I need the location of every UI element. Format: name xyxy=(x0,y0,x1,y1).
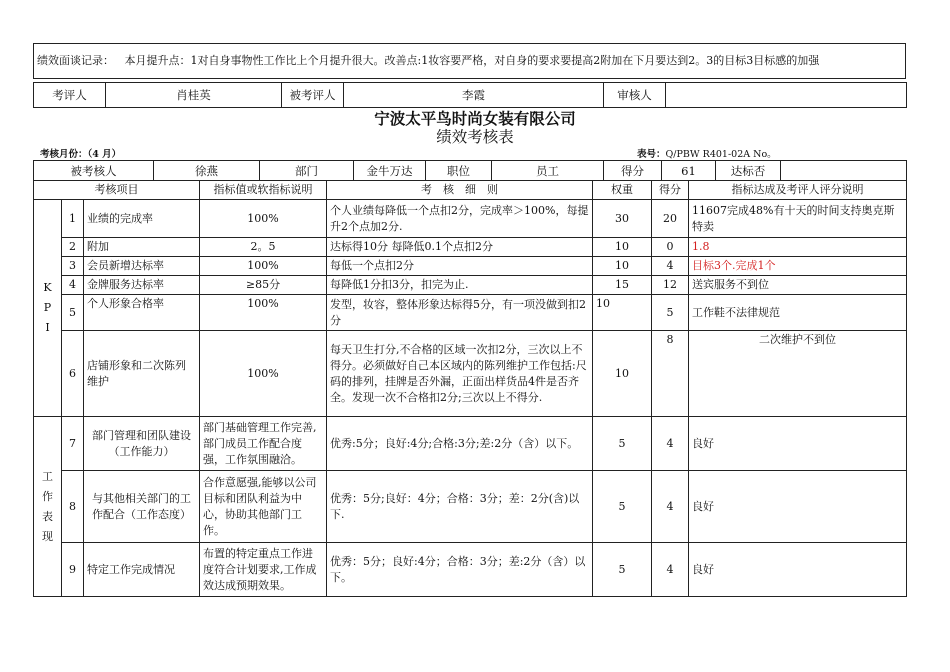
row-score: 12 xyxy=(652,276,689,295)
assessment-table xyxy=(33,180,907,597)
row-no: 6 xyxy=(62,331,84,417)
header-result: 指标达成及考评人评分说明 xyxy=(689,181,907,200)
row-result: 良好 xyxy=(689,543,907,597)
row-score: 4 xyxy=(652,543,689,597)
assessment-month: 考核月份：（4 月） xyxy=(40,149,122,160)
person-label: 被考核人 xyxy=(34,161,154,181)
group-work: 工作表现 xyxy=(34,417,62,597)
row-no: 7 xyxy=(62,417,84,471)
row-result: 二次维护不到位 xyxy=(689,331,907,417)
row-indicator: 部门基础管理工作完善,部门成员工作配合度强，工作氛围融洽。 xyxy=(200,417,327,471)
header-weight: 权重 xyxy=(593,181,652,200)
row-rules: 每降低1分扣3分，扣完为止. xyxy=(327,276,593,295)
row-item: 特定工作完成情况 xyxy=(84,543,200,597)
row-score: 8 xyxy=(652,331,689,417)
row-indicator: 布置的特定重点工作进度符合计划要求,工作成效达成预期效果。 xyxy=(200,543,327,597)
row-no: 5 xyxy=(62,295,84,331)
header-item: 考核项目 xyxy=(34,181,200,200)
row-no: 3 xyxy=(62,257,84,276)
row-weight: 5 xyxy=(593,417,652,471)
row-no: 9 xyxy=(62,543,84,597)
row-rules: 优秀:5分；良好:4分;合格:3分;差:2分（含）以下。 xyxy=(327,417,593,471)
header-score: 得分 xyxy=(652,181,689,200)
row-score: 5 xyxy=(652,295,689,331)
post-label: 职位 xyxy=(426,161,492,181)
row-no: 4 xyxy=(62,276,84,295)
dept-label: 部门 xyxy=(260,161,354,181)
form-number xyxy=(637,146,777,160)
info-table xyxy=(33,160,907,181)
row-weight: 5 xyxy=(593,471,652,543)
reviewer-name xyxy=(666,83,907,108)
row-item: 业绩的完成率 xyxy=(84,200,200,238)
interview-note-table xyxy=(33,43,906,79)
header-indicator: 指标值或软指标说明 xyxy=(200,181,327,200)
interview-note-cell xyxy=(34,44,906,79)
post-value: 员工 xyxy=(492,161,604,181)
row-rules: 优秀：5分;良好：4分；合格：3分；差：2分(含)以下. xyxy=(327,471,593,543)
row-result: 送宾服务不到位 xyxy=(689,276,907,295)
row-item: 部门管理和团队建设（工作能力） xyxy=(84,417,200,471)
row-indicator: 合作意愿强,能够以公司目标和团队利益为中心，协助其他部门工作。 xyxy=(200,471,327,543)
row-rules: 每天卫生打分,不合格的区域一次扣2分，三次以上不得分。必须做好自己本区域内的陈列维护工作包括:尺码的排列，挂牌是否外漏，正面出样货品4件是否齐全。发现一次不合格扣2分;三次以上不得分. xyxy=(327,331,593,417)
row-indicator: 100% xyxy=(200,331,327,417)
row-score: 20 xyxy=(652,200,689,238)
evaluatee-label: 被考评人 xyxy=(282,83,344,108)
row-weight: 10 xyxy=(593,238,652,257)
row-item: 个人形象合格率 xyxy=(84,295,200,331)
row-item: 会员新增达标率 xyxy=(84,257,200,276)
score-label: 得分 xyxy=(604,161,662,181)
row-rules: 个人业绩每降低一个点扣2分，完成率＞100%，每提升2个点加2分. xyxy=(327,200,593,238)
row-score: 4 xyxy=(652,417,689,471)
row-item: 金牌服务达标率 xyxy=(84,276,200,295)
row-rules: 每低一个点扣2分 xyxy=(327,257,593,276)
row-result: 11607完成48%有十天的时间支持奥克斯特卖 xyxy=(689,200,907,238)
row-item: 与其他相关部门的工作配合（工作态度） xyxy=(84,471,200,543)
form-number-label: 表号： xyxy=(637,149,666,160)
row-rules: 发型，妆容，整体形象达标得5分，有一项没做到扣2分 xyxy=(327,295,593,331)
pass-label: 达标否 xyxy=(716,161,781,181)
pass-value xyxy=(781,161,907,181)
row-no: 1 xyxy=(62,200,84,238)
row-result: 良好 xyxy=(689,417,907,471)
row-weight: 10 xyxy=(593,295,652,331)
header-rules: 考 核 细 则 xyxy=(327,181,593,200)
row-rules: 优秀：5分；良好:4分；合格：3分；差:2分（含）以下。 xyxy=(327,543,593,597)
person-name: 徐燕 xyxy=(154,161,260,181)
row-no: 8 xyxy=(62,471,84,543)
row-no: 2 xyxy=(62,238,84,257)
evaluator-name: 肖桂英 xyxy=(106,83,282,108)
row-result: 1.8 xyxy=(689,238,907,257)
row-rules: 达标得10分 每降低0.1个点扣2分 xyxy=(327,238,593,257)
evaluator-label: 考评人 xyxy=(34,83,106,108)
row-indicator: 2。5 xyxy=(200,238,327,257)
row-weight: 15 xyxy=(593,276,652,295)
row-result: 工作鞋不法律规范 xyxy=(689,295,907,331)
company-name: 宁波太平鸟时尚女装有限公司 xyxy=(374,110,576,128)
row-weight: 10 xyxy=(593,257,652,276)
row-result: 目标3个.完成1个 xyxy=(689,257,907,276)
row-weight: 10 xyxy=(593,331,652,417)
row-indicator: 100% xyxy=(200,200,327,238)
row-weight: 5 xyxy=(593,543,652,597)
row-score: 0 xyxy=(652,238,689,257)
row-weight: 30 xyxy=(593,200,652,238)
interview-note-label: 绩效面谈记录： xyxy=(37,54,114,67)
form-number-value: Q/PBW R401-02A No。 xyxy=(665,149,777,160)
group-kpi: K P I xyxy=(34,200,62,417)
evaluatee-name: 李霞 xyxy=(344,83,604,108)
row-score: 4 xyxy=(652,257,689,276)
score-value: 61 xyxy=(662,161,716,181)
row-indicator: 100% xyxy=(200,295,327,331)
row-indicator: ≥85分 xyxy=(200,276,327,295)
reviewer-label: 审核人 xyxy=(604,83,666,108)
interview-note-text: 本月提升点：1对自身事物性工作比上个月提升很大。改善点:1妆容要严格，对自身的要求要提高2附加在下月要达到2。3的目标3目标感的加强 xyxy=(124,54,820,67)
form-title: 绩效考核表 xyxy=(436,128,514,146)
row-item: 店铺形象和二次陈列维护 xyxy=(84,331,200,417)
dept-value: 金牛万达 xyxy=(354,161,426,181)
signature-table xyxy=(33,82,907,108)
row-score: 4 xyxy=(652,471,689,543)
row-result: 良好 xyxy=(689,471,907,543)
row-indicator: 100% xyxy=(200,257,327,276)
row-item: 附加 xyxy=(84,238,200,257)
